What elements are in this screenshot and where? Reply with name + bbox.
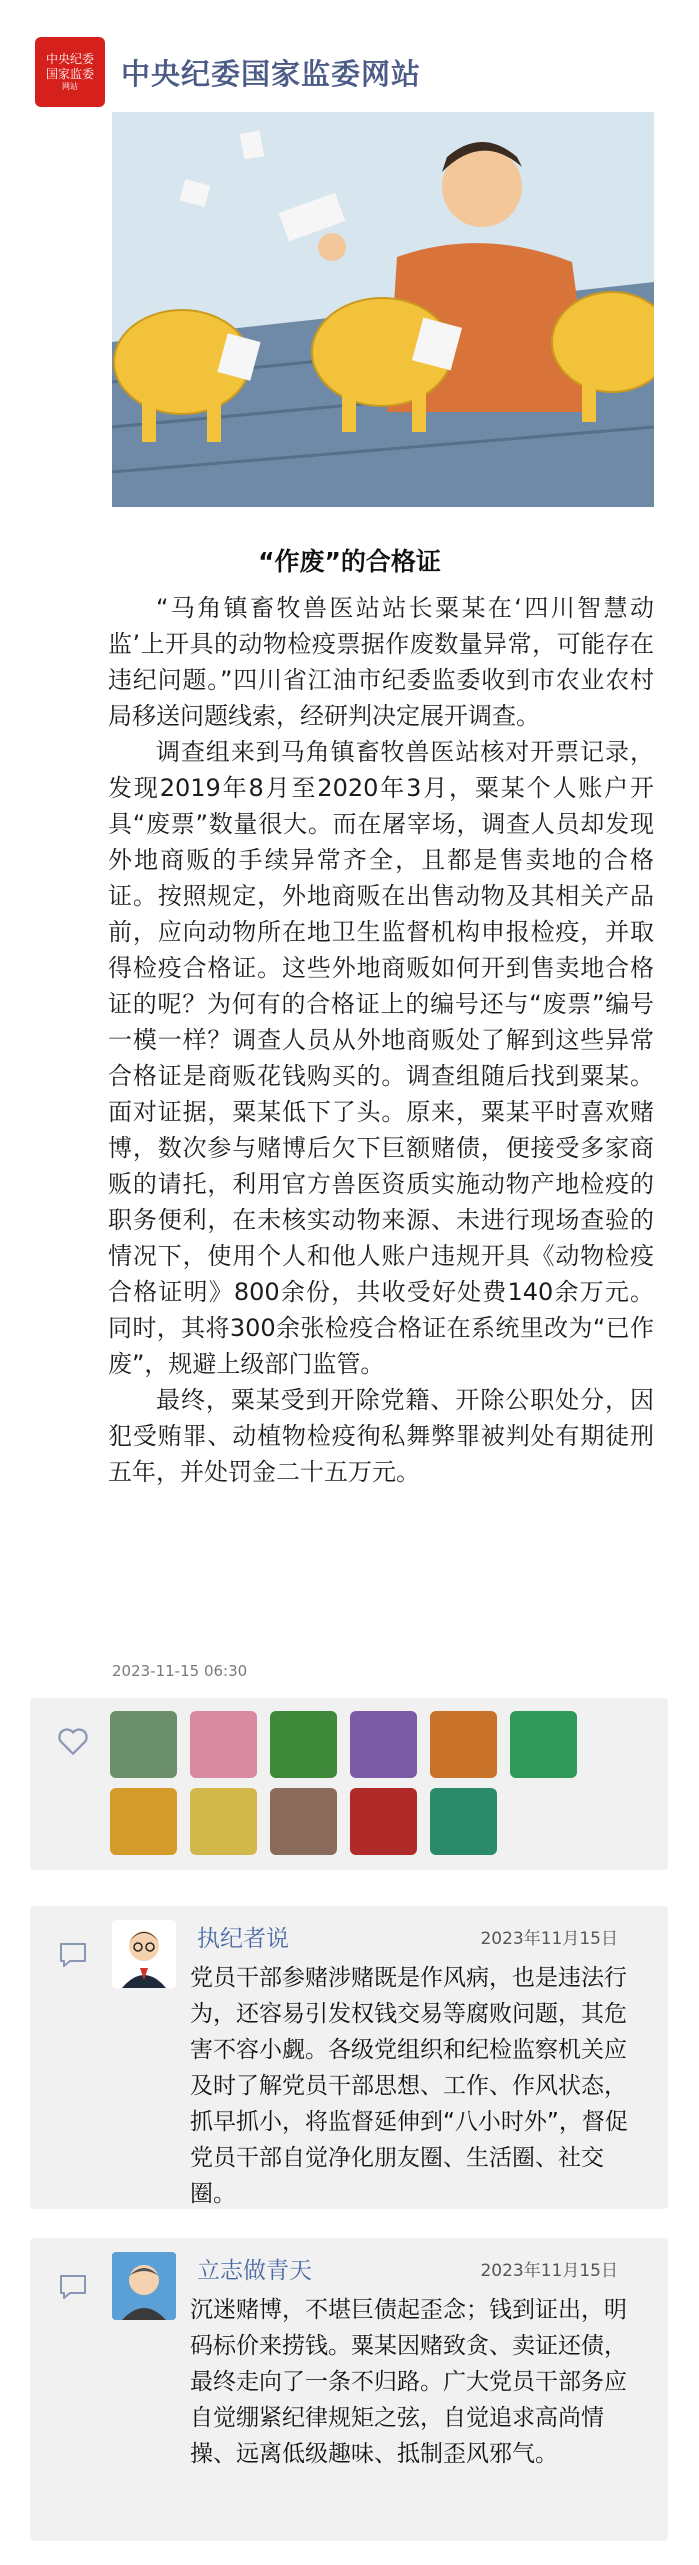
logo-line-1: 中央纪委	[45, 52, 94, 66]
comment-author[interactable]: 立志做青天	[197, 2258, 312, 2284]
article-paragraph: “马角镇畜牧兽医站站长粟某在‘四川智慧动监’上开具的动物检疫票据作废数量异常，可能存在违纪问题。”四川省江油市纪委监委收到市农业农村局移送问题线索，经研判决定展开调查。	[108, 594, 654, 730]
logo-line-2: 国家监委	[45, 67, 94, 81]
comment-icon[interactable]	[58, 1941, 88, 1969]
article-paragraph: 调查组来到马角镇畜牧兽医站核对开票记录，发现2019年8月至2020年3月，粟某个人账户开具“废票”数量很大。而在屠宰场，调查人员却发现外地商贩的手续异常齐全，且都是售卖地的合格证。按照规定，外地商贩在出售动物及其相关产品前，应向动物所在地卫生监督机构申报检疫，并取得检疫合格证。这些外地商贩如何开到售卖地合格证的呢？为何有的合格证上的编号还与“废票”编号一模一样？调查人员从外地商贩处了解到这些异常合格证是商贩花钱购买的。调查组随后找到粟某。面对证据，粟某低下了头。原来，粟某平时喜欢赌博，数次参与赌博后欠下巨额赌债，便接受多家商贩的请托，利用官方兽医资质实施动物产地检疫的职务便利，在未核实动物来源、未进行现场查验的情况下，使用个人和他人账户违规开具《动物检疫合格证明》800余份，共收受好处费140余万元。同时，其将300余张检疫合格证在系统里改为“已作废”，规避上级部门监管。	[108, 738, 654, 1378]
heart-icon[interactable]	[56, 1724, 90, 1758]
likes-panel	[30, 1698, 668, 1870]
liker-avatar[interactable]	[430, 1788, 497, 1855]
article-paragraph: 最终，粟某受到开除党籍、开除公职处分，因犯受贿罪、动植物检疫徇私舞弊罪被判处有期徒刑五年，并处罚金二十五万元。	[108, 1386, 654, 1486]
site-header	[35, 36, 421, 108]
site-logo[interactable]	[35, 37, 105, 107]
logo-line-3: 网站	[62, 82, 78, 91]
comment-card	[30, 2238, 668, 2541]
site-name[interactable]: 中央纪委国家监委网站	[121, 56, 422, 91]
avatar[interactable]	[112, 2252, 176, 2320]
liker-avatar[interactable]	[110, 1711, 177, 1778]
liker-avatar[interactable]	[110, 1788, 177, 1855]
comment-icon[interactable]	[58, 2273, 88, 2301]
liker-avatar[interactable]	[190, 1711, 257, 1778]
liker-avatar[interactable]	[350, 1711, 417, 1778]
comment-text: 党员干部参赌涉赌既是作风病，也是违法行为，还容易引发权钱交易等腐败问题，其危害不容小觑。各级党组织和纪检监察机关应及时了解党员干部思想、工作、作风状态，抓早抓小，将监督延伸到“八小时外”，督促党员干部自觉净化朋友圈、生活圈、社交圈。	[190, 1965, 628, 2207]
article-body	[108, 590, 654, 1490]
comment-author[interactable]: 执纪者说	[197, 1926, 289, 1952]
article-illustration	[112, 112, 654, 507]
liker-avatar[interactable]	[510, 1711, 577, 1778]
avatar[interactable]	[112, 1920, 176, 1988]
comment-text: 沉迷赌博，不堪巨债起歪念；钱到证出，明码标价来捞钱。粟某因赌致贪、卖证还债，最终走向了一条不归路。广大党员干部务应自觉绷紧纪律规矩之弦，自觉追求高尚情操、远离低级趣味、抵制歪风邪气。	[190, 2297, 627, 2467]
liker-avatar[interactable]	[430, 1711, 497, 1778]
publish-timestamp: 2023-11-15 06:30	[112, 1662, 248, 1680]
liker-avatar[interactable]	[190, 1788, 257, 1855]
comment-card	[30, 1906, 668, 2209]
liker-avatar[interactable]	[270, 1711, 337, 1778]
comment-date: 2023年11月15日	[480, 1929, 618, 1949]
liker-avatar[interactable]	[270, 1788, 337, 1855]
comment-date: 2023年11月15日	[480, 2261, 618, 2281]
article-title: “作废”的合格证	[258, 547, 441, 576]
liker-avatar[interactable]	[350, 1788, 417, 1855]
liker-avatars	[110, 1711, 660, 1865]
